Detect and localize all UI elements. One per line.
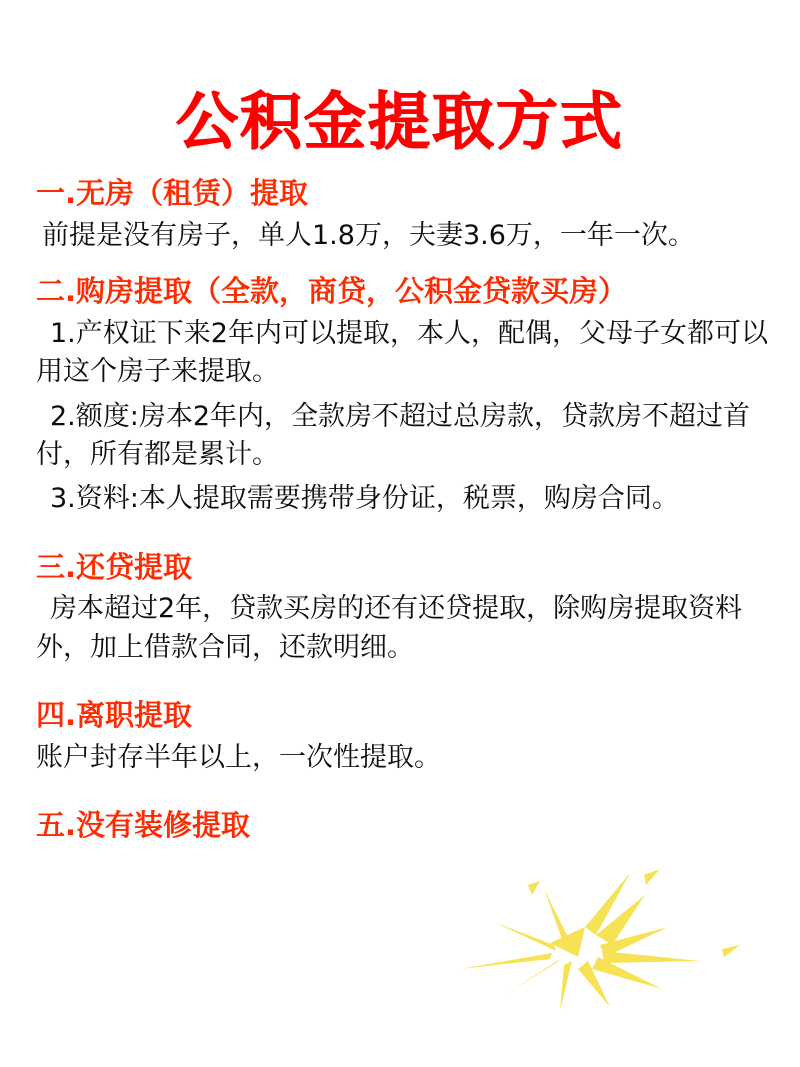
section-1 <box>18 175 782 255</box>
section-2-line-3: 3.资料:本人提取需要携带身份证，税票，购房合同。 <box>50 483 679 515</box>
section-1-line-1: 前提是没有房子，单人1.8万，夫妻3.6万，一年一次。 <box>42 219 695 251</box>
page-title: 公积金提取方式 <box>175 85 624 158</box>
section-2-line-1: 1.产权证下来2年内可以提取，本人，配偶，父母子女都可以用这个房子来提取。 <box>36 318 768 388</box>
section-4 <box>18 697 782 777</box>
section-5-heading: 五.没有装修提取 <box>36 808 251 842</box>
section-4-heading: 四.离职提取 <box>36 697 193 732</box>
section-2-heading: 二.购房提取（全款，商贷，公积金贷款买房） <box>36 274 628 309</box>
section-3 <box>18 549 782 667</box>
section-2 <box>18 273 782 518</box>
section-2-line-2: 2.额度:房本2年内，全款房不超过总房款，贷款房不超过首付，所有都是累计。 <box>36 400 751 470</box>
section-4-line-1: 账户封存半年以上，一次性提取。 <box>36 741 441 773</box>
section-3-heading: 三.还贷提取 <box>36 549 193 584</box>
sparkle-burst-icon <box>400 865 760 1015</box>
section-5 <box>18 807 782 845</box>
section-3-line-1: 房本超过2年，贷款买房的还有还贷提取，除购房提取资料外，加上借款合同，还款明细。 <box>36 593 743 663</box>
section-1-heading: 一.无房（租赁）提取 <box>36 176 309 211</box>
